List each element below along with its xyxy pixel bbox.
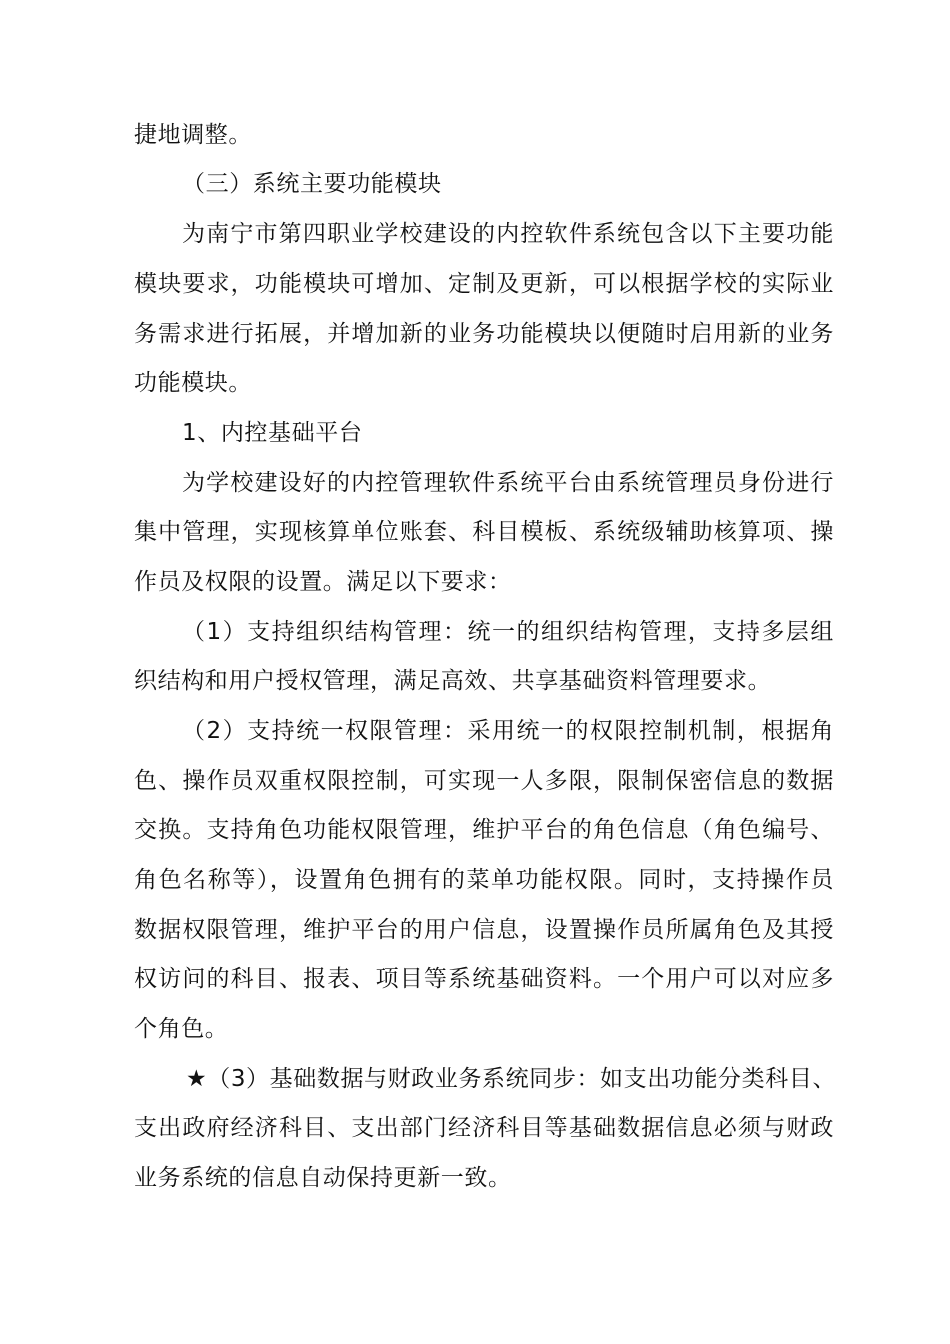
text-line: 数据权限管理，维护平台的用户信息，设置操作员所属角色及其授 [134,917,834,943]
subsection-heading: 1、内控基础平台 [182,420,363,446]
text-line: 色、操作员双重权限控制，可实现一人多限，限制保密信息的数据 [134,768,834,794]
list-item: ★（3）基础数据与财政业务系统同步：如支出功能分类科目、 [186,1066,837,1092]
text-line: 织结构和用户授权管理，满足高效、共享基础资料管理要求。 [134,668,772,694]
text-line: 交换。支持角色功能权限管理，维护平台的角色信息（角色编号、 [134,817,834,843]
text-line: 模块要求，功能模块可增加、定制及更新，可以根据学校的实际业 [134,271,834,297]
text-line: 集中管理，实现核算单位账套、科目模板、系统级辅助核算项、操 [134,519,834,545]
text-line: 务需求进行拓展，并增加新的业务功能模块以便随时启用新的业务 [134,321,834,347]
text-line: 个角色。 [134,1016,229,1042]
text-line: 作员及权限的设置。满足以下要求： [134,569,512,595]
list-item: （2）支持统一权限管理：采用统一的权限控制机制，根据角 [182,718,834,744]
text-line: 为南宁市第四职业学校建设的内控软件系统包含以下主要功能 [182,221,834,247]
text-line: 权访问的科目、报表、项目等系统基础资料。一个用户可以对应多 [134,966,834,992]
text-line: 业务系统的信息自动保持更新一致。 [134,1165,512,1191]
section-heading: （三）系统主要功能模块 [182,171,442,197]
list-item: （1）支持组织结构管理：统一的组织结构管理，支持多层组 [182,619,834,645]
text-line: 支出政府经济科目、支出部门经济科目等基础数据信息必须与财政 [134,1115,834,1141]
text-line: 角色名称等），设置角色拥有的菜单功能权限。同时，支持操作员 [134,867,834,893]
text-line: 为学校建设好的内控管理软件系统平台由系统管理员身份进行 [182,470,834,496]
text-line: 功能模块。 [134,370,252,396]
text-line: 捷地调整。 [134,122,252,148]
